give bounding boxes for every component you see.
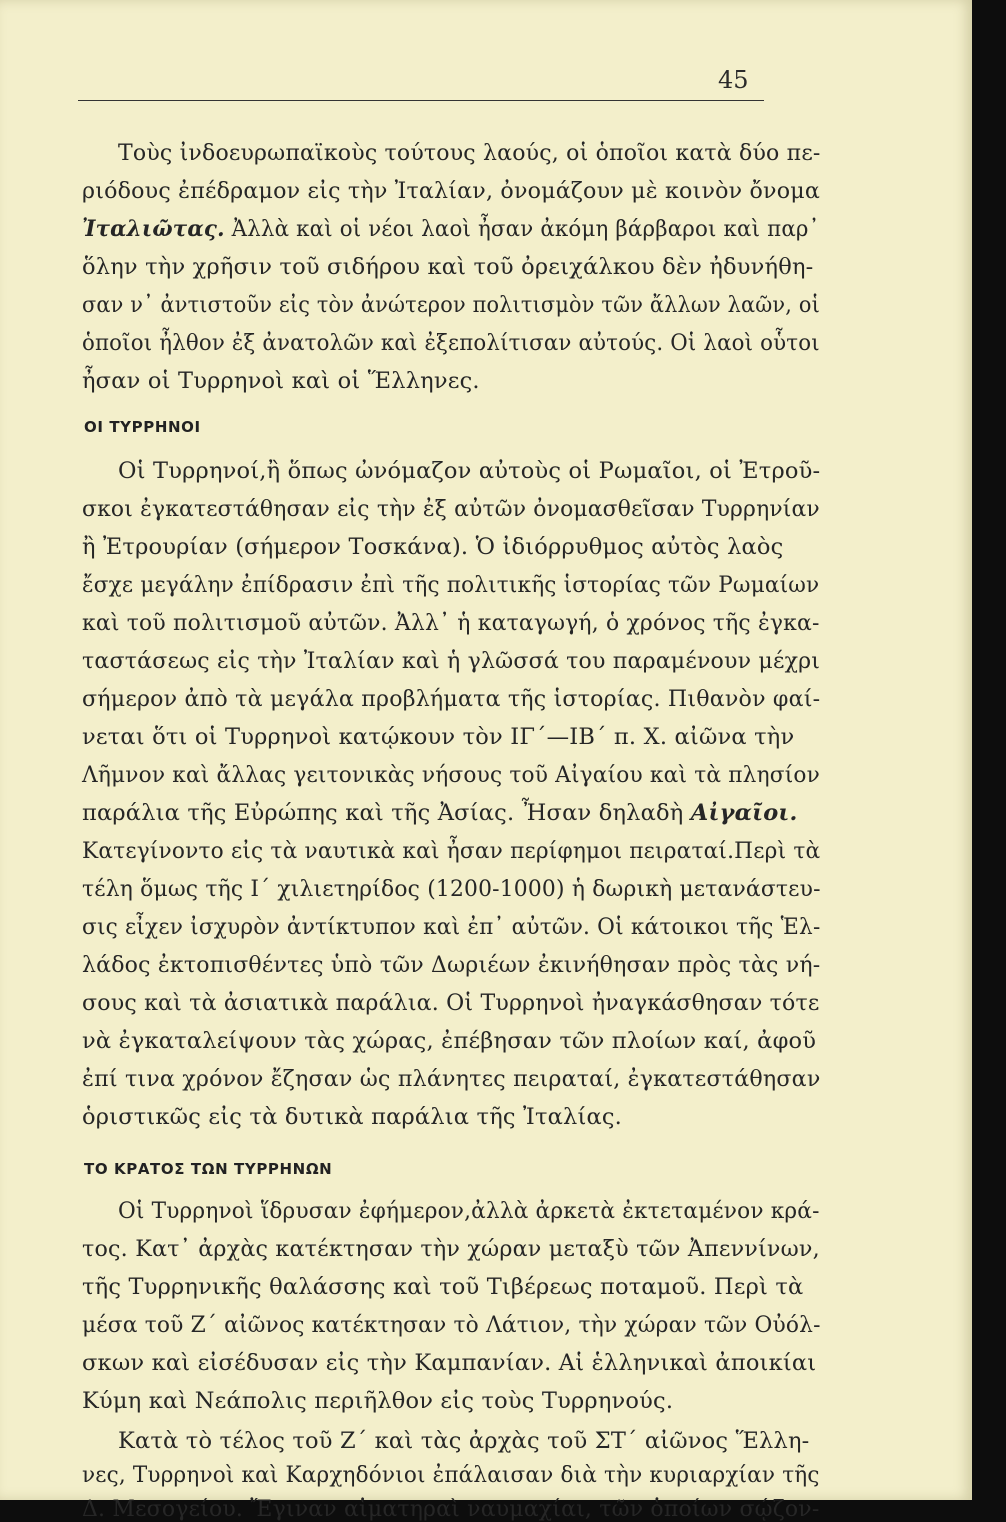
text-line [82,800,798,826]
text-line: νες, Τυρρηνοὶ καὶ Καρχηδόνιοι ἐπάλαισαν διὰ τὴν κυριαρχίαν τῆς [82,1462,820,1488]
text-line: Κατεγίνοντο εἰς τὰ ναυτικὰ καὶ ἦσαν περίφημοι πειραταί.Περὶ τὰ [82,838,821,864]
text-line: ριόδους ἐπέδραμον εἰς τὴν Ἰταλίαν, ὀνομάζουν μὲ κοινὸν ὄνομα [82,178,820,204]
text-line: Δ. Μεσογείου. Ἔγιναν αἱματηραὶ ναυμαχίαι, τῶν ὁποίων σῴζον- [82,1496,820,1522]
text-line: Κατὰ τὸ τέλος τοῦ Ζ΄ καὶ τὰς ἀρχὰς τοῦ ΣΤ΄ αἰῶνος Ἕλλη- [118,1428,810,1454]
text-line: νεται ὅτι οἱ Τυρρηνοὶ κατῴκουν τὸν ΙΓ΄—ΙΒ΄ π. Χ. αἰῶνα τὴν [82,724,795,750]
text-line: τος. Κατ᾽ ἀρχὰς κατέκτησαν τὴν χώραν μεταξὺ τῶν Ἀπεννίνων, [82,1236,820,1262]
text-line: Οἱ Τυρρηνοί,ἢ ὅπως ὠνόμαζον αὐτοὺς οἱ Ρωμαῖοι, οἱ Ἐτροῦ- [118,458,821,484]
text-line: ὁριστικῶς εἰς τὰ δυτικὰ παράλια τῆς Ἰταλίας. [82,1104,623,1130]
text-line: σκοι ἐγκατεστάθησαν εἰς τὴν ἐξ αὐτῶν ὀνομασθεῖσαν Τυρρηνίαν [82,496,820,522]
text-span: παράλια τῆς Εὐρώπης καὶ τῆς Ἀσίας. Ἦσαν δηλαδὴ [82,800,691,826]
text-line: Λῆμνον καὶ ἄλλας γειτονικὰς νήσους τοῦ Αἰγαίου καὶ τὰ πλησίον [82,762,820,788]
text-line: τῆς Τυρρηνικῆς θαλάσσης καὶ τοῦ Τιβέρεως ποταμοῦ. Περὶ τὰ [82,1274,804,1300]
text-line: σους καὶ τὰ ἀσιατικὰ παράλια. Οἱ Τυρρηνοὶ ἠναγκάσθησαν τότε [82,990,820,1016]
text-line: ὁποῖοι ἦλθον ἐξ ἀνατολῶν καὶ ἐξεπολίτισαν αὐτούς. Οἱ λαοὶ οὗτοι [82,330,820,356]
text-line: ἐπί τινα χρόνον ἔζησαν ὡς πλάνητες πειραταί, ἐγκατεστάθησαν [82,1066,821,1092]
text-line: σκων καὶ εἰσέδυσαν εἰς τὴν Καμπανίαν. Αἱ ἑλληνικαὶ ἀποικίαι [82,1350,817,1376]
text-line: μέσα τοῦ Ζ΄ αἰῶνος κατέκτησαν τὸ Λάτιον, τὴν χώραν τῶν Οὐόλ- [82,1312,821,1338]
text-line: νὰ ἐγκαταλείψουν τὰς χώρας, ἐπέβησαν τῶν πλοίων καί, ἀφοῦ [82,1028,817,1054]
text-line: Τοὺς ἰνδοευρωπαϊκοὺς τούτους λαούς, οἱ ὁποῖοι κατὰ δύο πε- [118,140,821,166]
text-line: ὅλην τὴν χρῆσιν τοῦ σιδήρου καὶ τοῦ ὀρειχάλκου δὲν ἠδυνήθη- [82,254,814,280]
text-line: σήμερον ἀπὸ τὰ μεγάλα προβλήματα τῆς ἱστορίας. Πιθανὸν φαί- [82,686,821,712]
text-span: Ἀλλὰ καὶ οἱ νέοι λαοὶ ἦσαν ἀκόμη βάρβαροι καὶ παρ᾽ [224,216,820,242]
text-line: ταστάσεως εἰς τὴν Ἰταλίαν καὶ ἡ γλῶσσά του παραμένουν μέχρι [82,648,821,674]
header-rule [78,100,764,101]
text-line [82,216,819,242]
section-heading: ΟΙ ΤΥΡΡΗΝΟΙ [84,418,201,436]
text-line: ἢ Ἐτρουρίαν (σήμερον Τοσκάνα). Ὁ ἰδιόρρυθμος αὐτὸς λαὸς [82,534,784,560]
text-line: τέλη ὅμως τῆς Ι΄ χιλιετηρίδος (1200-1000) ἡ δωρικὴ μετανάστευ- [82,876,821,902]
text-line: Κύμη καὶ Νεάπολις περιῆλθον εἰς τοὺς Τυρρηνούς. [82,1388,674,1414]
text-line: σις εἶχεν ἰσχυρὸν ἀντίκτυπον καὶ ἐπ᾽ αὐτῶν. Οἱ κάτοικοι τῆς Ἑλ- [82,914,821,940]
emphasized-term: Ἰταλιῶτας. [82,216,225,242]
text-line: ἦσαν οἱ Τυρρηνοὶ καὶ οἱ Ἕλληνες. [82,368,480,394]
text-line: καὶ τοῦ πολιτισμοῦ αὐτῶν. Ἀλλ᾽ ἡ καταγωγή, ὁ χρόνος τῆς ἐγκα- [82,610,820,636]
text-line: λάδος ἐκτοπισθέντες ὑπὸ τῶν Δωριέων ἐκινήθησαν πρὸς τὰς νή- [82,952,821,978]
page-number: 45 [718,66,749,94]
emphasized-term: Αἰγαῖοι. [690,800,798,826]
text-line: σαν ν᾽ ἀντιστοῦν εἰς τὸν ἀνώτερον πολιτισμὸν τῶν ἄλλων λαῶν, οἱ [82,292,820,318]
text-line: ἔσχε μεγάλην ἐπίδρασιν ἐπὶ τῆς πολιτικῆς ἱστορίας τῶν Ρωμαίων [82,572,820,598]
section-heading: ΤΟ ΚΡΑΤΟΣ ΤΩΝ ΤΥΡΡΗΝΩΝ [84,1160,333,1178]
text-line: Οἱ Τυρρηνοὶ ἵδρυσαν ἐφήμερον,ἀλλὰ ἀρκετὰ ἐκτεταμένον κρά- [118,1198,820,1224]
